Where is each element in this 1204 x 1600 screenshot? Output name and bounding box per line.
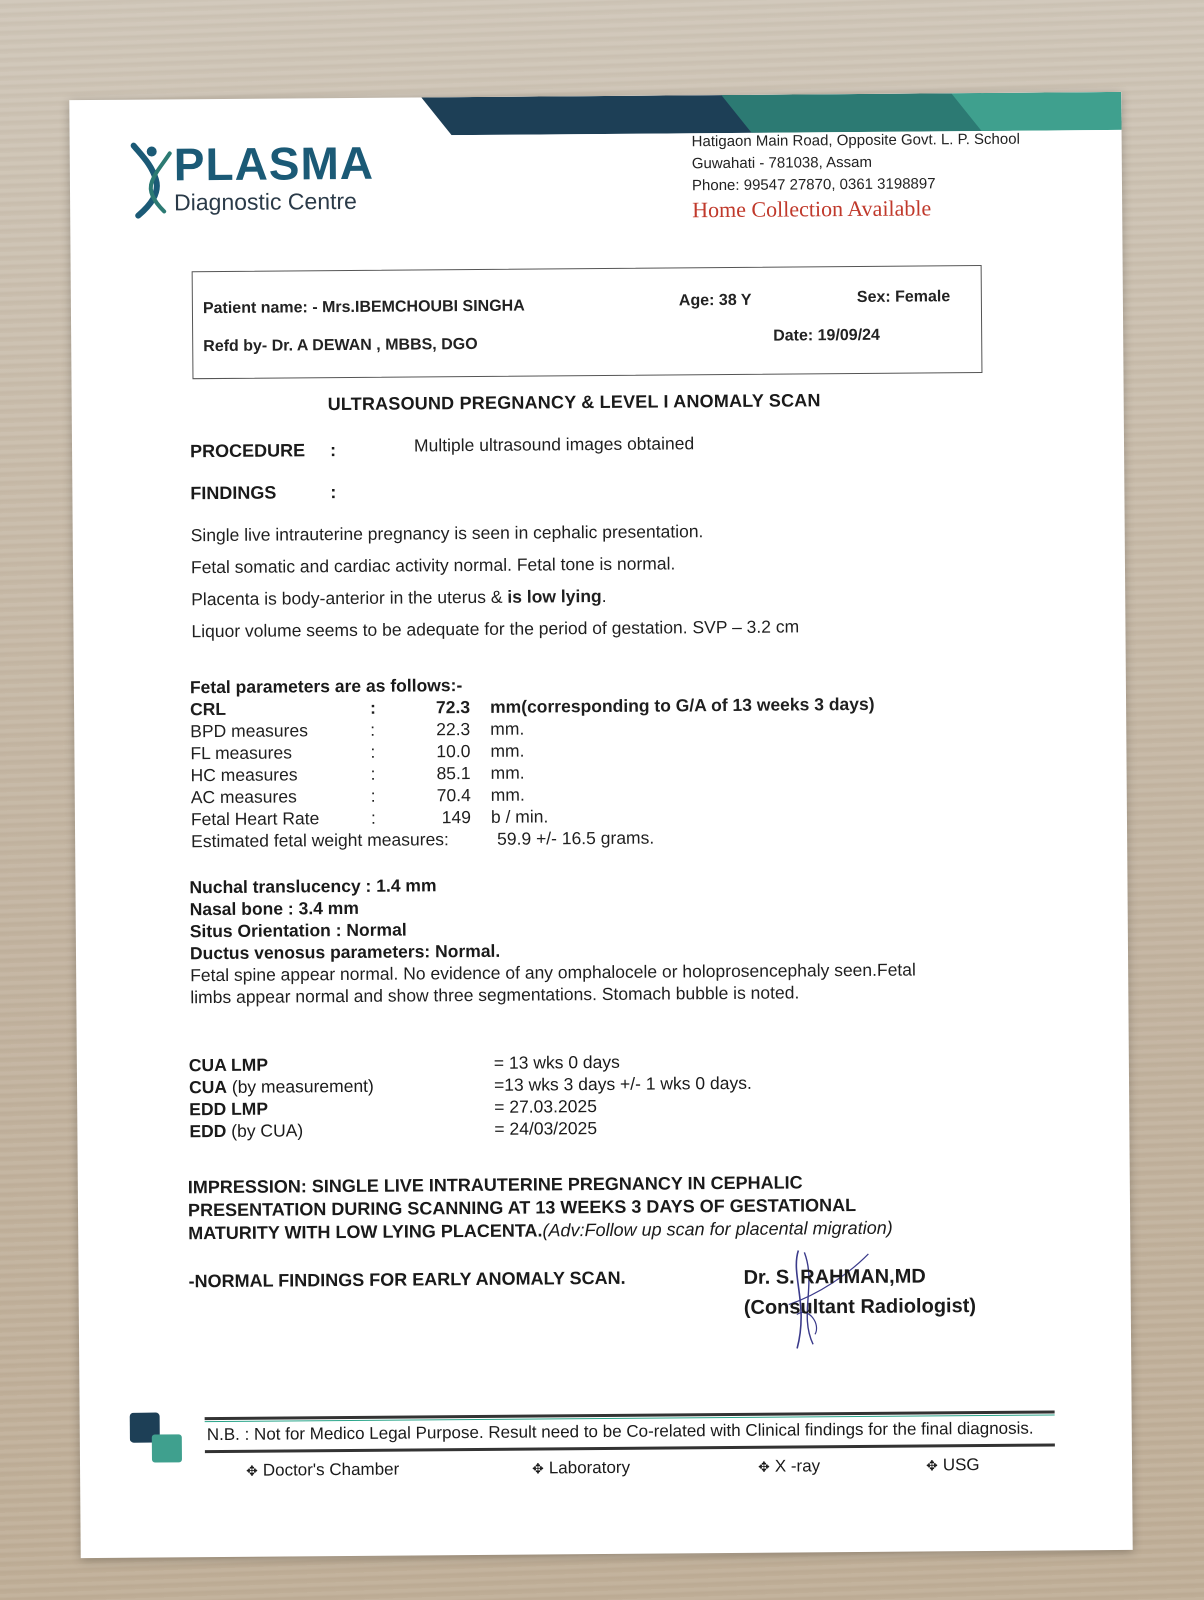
address-line: Hatigaon Main Road, Opposite Govt. L. P. School (691, 130, 1020, 151)
impression-line: PRESENTATION DURING SCANNING AT 13 WEEKS 3 DAYS OF GESTATIONAL (187, 1195, 857, 1221)
param-colon: : (370, 785, 376, 806)
service-doctors-chamber (246, 1460, 399, 1481)
findings-colon: : (330, 482, 337, 503)
param-unit: mm. (490, 740, 525, 761)
diamond-bullet-icon: ✥ (531, 1460, 544, 1477)
doctor-name: Dr. S. RAHMAN,MD (743, 1265, 926, 1289)
service-xray (758, 1456, 820, 1476)
radiologist-signature (743, 1261, 976, 1323)
nasal-bone: Nasal bone : 3.4 mm (189, 897, 359, 920)
param-name: AC measures (190, 786, 297, 808)
brand-logo (130, 137, 421, 219)
diamond-bullet-icon: ✥ (757, 1458, 770, 1475)
address-city: Guwahati - 781038, Assam (691, 153, 872, 173)
corner-decoration-icon (130, 1412, 186, 1464)
procedure-label: PROCEDURE (189, 440, 306, 462)
param-name: BPD measures (190, 720, 309, 742)
dating-key-main: EDD (189, 1120, 227, 1142)
divider (205, 1443, 1055, 1453)
dating-key-sub: (by measurement) (226, 1075, 374, 1097)
impression-text: MATURITY WITH LOW LYING PLACENTA. (188, 1220, 543, 1244)
param-unit: mm. (490, 762, 525, 783)
param-value: 22.3 (436, 719, 471, 740)
param-value: 10.0 (436, 741, 471, 762)
finding-line (191, 586, 607, 610)
param-colon: : (370, 741, 376, 762)
param-name: FL measures (190, 742, 292, 764)
finding-line: Liquor volume seems to be adequate for the period of gestation. SVP – 3.2 cm (191, 616, 800, 642)
diamond-bullet-icon: ✥ (245, 1462, 258, 1479)
efw-value: 59.9 +/- 16.5 grams. (497, 827, 655, 849)
efw-label: Estimated fetal weight measures: (191, 829, 449, 852)
home-collection-note: Home Collection Available (692, 195, 932, 223)
param-unit: mm. (490, 718, 525, 739)
findings-label: FINDINGS (190, 482, 277, 504)
param-unit: b / min. (490, 806, 549, 827)
spine-note: Fetal spine appear normal. No evidence of any omphalocele or holoprosencephaly seen.Fetal (190, 959, 916, 986)
param-colon: : (370, 763, 376, 784)
finding-text: . (601, 585, 607, 606)
param-name: HC measures (190, 764, 298, 786)
procedure-value: Multiple ultrasound images obtained (413, 433, 695, 456)
disclaimer-note: N.B. : Not for Medico Legal Purpose. Result need to be Co-related with Clinical findings for the final diagnosis. (206, 1418, 1034, 1445)
patient-sex: Sex: Female (856, 288, 951, 306)
service-laboratory (532, 1458, 630, 1479)
dating-key (189, 1120, 303, 1142)
param-unit: mm(corresponding to G/A of 13 weeks 3 days) (489, 693, 875, 717)
param-value: 70.4 (436, 785, 471, 806)
referred-by: Refd by- Dr. A DEWAN , MBBS, DGO (203, 335, 478, 356)
report-date: Date: 19/09/24 (773, 326, 880, 345)
phone-numbers: Phone: 99547 27870, 0361 3198897 (691, 175, 936, 195)
patient-age: Age: 38 Y (678, 291, 752, 310)
param-unit: mm. (490, 784, 525, 805)
procedure-colon: : (329, 440, 337, 461)
service-label: Laboratory (548, 1457, 631, 1478)
service-usg (926, 1455, 980, 1475)
finding-text: Placenta is body-anterior in the uterus & (191, 586, 508, 610)
brand-name: PLASMA (173, 136, 375, 191)
service-label: Doctor's Chamber (262, 1459, 400, 1480)
param-value: 72.3 (435, 697, 471, 718)
param-colon: : (370, 807, 376, 828)
param-colon: : (369, 697, 376, 718)
fetal-parameters-heading: Fetal parameters are as follows:- (189, 675, 463, 698)
impression-line: IMPRESSION: SINGLE LIVE INTRAUTERINE PREGNANCY IN CEPHALIC (187, 1172, 803, 1198)
doctor-designation: (Consultant Radiologist) (743, 1295, 977, 1319)
impression (188, 1170, 1009, 1245)
param-value: 85.1 (436, 763, 471, 784)
service-label: X -ray (774, 1456, 821, 1476)
diamond-bullet-icon: ✥ (925, 1457, 938, 1474)
dating-key (189, 1076, 374, 1098)
person-logo-icon (130, 139, 177, 219)
dating-value: = 27.03.2025 (494, 1096, 597, 1117)
ductus-venosus: Ductus venosus parameters: Normal. (189, 940, 501, 964)
dating-key-main: CUA (188, 1076, 228, 1098)
situs-orientation: Situs Orientation : Normal (189, 919, 407, 942)
patient-info-box (192, 265, 983, 379)
follow-up-advice: (Adv:Follow up scan for placental migration) (542, 1217, 893, 1241)
dating-value: = 24/03/2025 (494, 1118, 598, 1139)
dating-value: = 13 wks 0 days (493, 1051, 620, 1073)
finding-line: Fetal somatic and cardiac activity normal. Fetal tone is normal. (190, 553, 676, 578)
patient-name: Patient name: - Mrs.IBEMCHOUBI SINGHA (202, 297, 525, 318)
spine-note: limbs appear normal and show three segmentations. Stomach bubble is noted. (190, 982, 800, 1008)
dating-key-main: EDD LMP (189, 1098, 269, 1120)
dating-key (189, 1099, 268, 1121)
nuchal-translucency: Nuchal translucency : 1.4 mm (189, 875, 437, 898)
clinic-address (692, 128, 1113, 221)
report-sheet (69, 92, 1132, 1558)
param-name: Fetal Heart Rate (190, 808, 320, 830)
dating-key-main: CUA LMP (188, 1054, 269, 1076)
param-name: CRL (189, 698, 227, 720)
dating-value: =13 wks 3 days +/- 1 wks 0 days. (493, 1072, 752, 1095)
finding-emphasis: is low lying (507, 585, 602, 607)
finding-line: Single live intrauterine pregnancy is seen in cephalic presentation. (190, 521, 704, 546)
param-value: 149 (441, 807, 472, 828)
normal-findings: -NORMAL FINDINGS FOR EARLY ANOMALY SCAN. (188, 1267, 626, 1292)
report-title: ULTRASOUND PREGNANCY & LEVEL I ANOMALY SCAN (327, 390, 821, 415)
param-colon: : (370, 719, 376, 740)
service-label: USG (942, 1455, 980, 1475)
brand-subtitle: Diagnostic Centre (173, 187, 358, 216)
dating-key (189, 1055, 268, 1077)
dating-key-sub: (by CUA) (226, 1120, 304, 1141)
